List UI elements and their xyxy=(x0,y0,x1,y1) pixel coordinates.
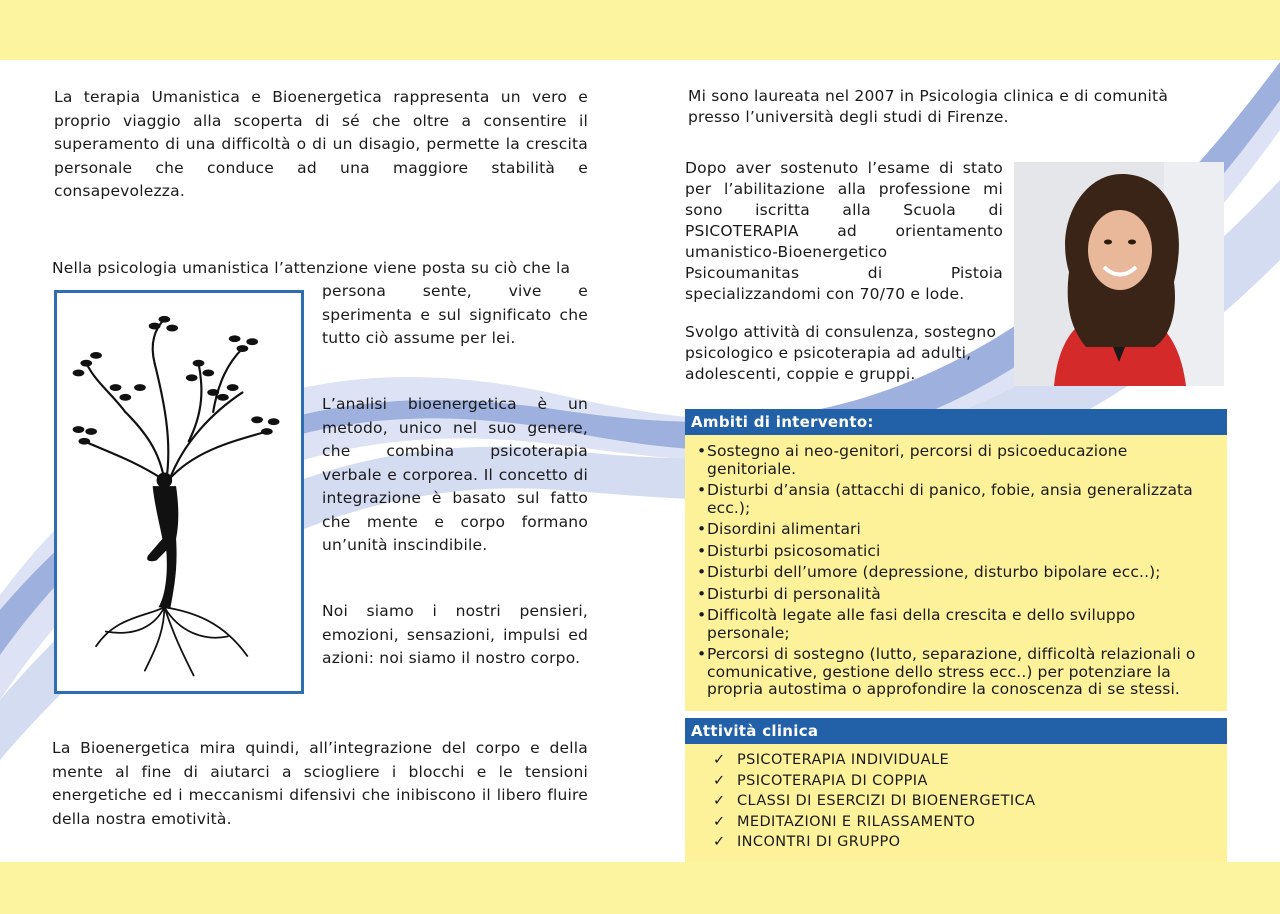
analysis-paragraph: L’analisi bioenergetica è un metodo, unico nel suo genere, che combina psicoterapia verbale e corporea. Il concetto di integrazione è basato sul fatto che mente e corpo formano un’unità inscindibile. xyxy=(322,395,588,554)
list-item: • Difficoltà legate alle fasi della crescita e dello sviluppo personale; xyxy=(697,607,1219,642)
checkmark-icon: ✓ xyxy=(713,772,726,789)
checkmark-icon: ✓ xyxy=(713,752,726,768)
thoughts-paragraph: Noi siamo i nostri pensieri, emozioni, sensazioni, impulsi ed azioni: noi siamo il nostro corpo. xyxy=(322,602,588,667)
ambiti-title: Ambiti di intervento: xyxy=(685,409,1227,435)
portrait-photo-icon xyxy=(1014,162,1224,386)
conclusion-paragraph: La Bioenergetica mira quindi, all’integrazione del corpo e della mente al fine di aiutarci a sciogliere i blocchi e le tensioni energetiche ed i meccanismi difensivi che inibiscono il libero fluire della nostra emotività. xyxy=(52,739,588,828)
list-item: • Disturbi di personalità xyxy=(697,586,1219,604)
ambiti-panel xyxy=(685,409,1227,711)
list-item: • Disturbi d’ansia (attacchi di panico, fobie, ansia generalizzata ecc.); xyxy=(697,482,1219,517)
training-paragraph: Dopo aver sostenuto l’esame di stato per l’abilitazione alla professione mi sono iscritta alla Scuola di PSICOTERAPIA ad orientamento umanistico-Bioenergetico Psicoumanitas di Pistoia specializzandomi con 70/70 e lode. xyxy=(685,159,1003,303)
bottom-yellow-band xyxy=(0,862,1280,914)
portrait-illustration xyxy=(1014,162,1224,386)
checkmark-icon: ✓ xyxy=(713,834,726,850)
tree-illustration-frame xyxy=(54,290,304,694)
ambiti-list xyxy=(685,435,1227,711)
list-item: ✓ PSICOTERAPIA INDIVIDUALE xyxy=(713,750,1227,771)
attivita-panel xyxy=(685,718,1227,862)
list-item: ✓ MEDITAZIONI E RILASSAMENTO xyxy=(713,812,1227,833)
list-item: ✓ INCONTRI DI GRUPPO xyxy=(713,832,1227,853)
list-item: • Disturbi dell’umore (depressione, disturbo bipolare ecc..); xyxy=(697,564,1219,582)
list-item: ✓ CLASSI DI ESERCIZI DI BIOENERGETICA xyxy=(713,791,1227,812)
list-item: • Percorsi di sostegno (lutto, separazione, difficoltà relazionali o comunicative, gestione dello stress ecc..) per potenziare la propria autostima o approfondire la conoscenza di se stessi. xyxy=(697,646,1219,699)
intro-paragraph: La terapia Umanistica e Bioenergetica rappresenta un vero e proprio viaggio alla scoperta di sé che oltre a consentire il superamento di una difficoltà o di un disagio, permette la crescita personale che conduce ad una maggiore stabilità e consapevolezza. xyxy=(54,88,588,200)
list-item: ✓ PSICOTERAPIA DI COPPIA xyxy=(713,771,1227,792)
attivita-list xyxy=(685,744,1227,853)
humanistic-rest-text: persona sente, vive e sperimenta e sul significato che tutto ciò assume per lei. xyxy=(322,282,588,347)
list-item: • Disordini alimentari xyxy=(697,521,1219,539)
list-item: • Disturbi psicosomatici xyxy=(697,543,1219,561)
checkmark-icon: ✓ xyxy=(713,793,726,809)
humanistic-lead-text: Nella psicologia umanistica l’attenzione viene posta su ciò che la xyxy=(52,259,571,277)
tree-yoga-figure-icon xyxy=(57,293,301,691)
degree-paragraph: Mi sono laureata nel 2007 in Psicologia clinica e di comunità presso l’università degli studi di Firenze. xyxy=(688,87,1169,126)
checkmark-icon: ✓ xyxy=(713,813,726,830)
services-paragraph: Svolgo attività di consulenza, sostegno psicologico e psicoterapia ad adulti, adolescenti, coppie e gruppi. xyxy=(685,323,997,383)
list-item: • Sostegno ai neo-genitori, percorsi di psicoeducazione genitoriale. xyxy=(697,443,1219,478)
attivita-title: Attività clinica xyxy=(685,718,1227,744)
